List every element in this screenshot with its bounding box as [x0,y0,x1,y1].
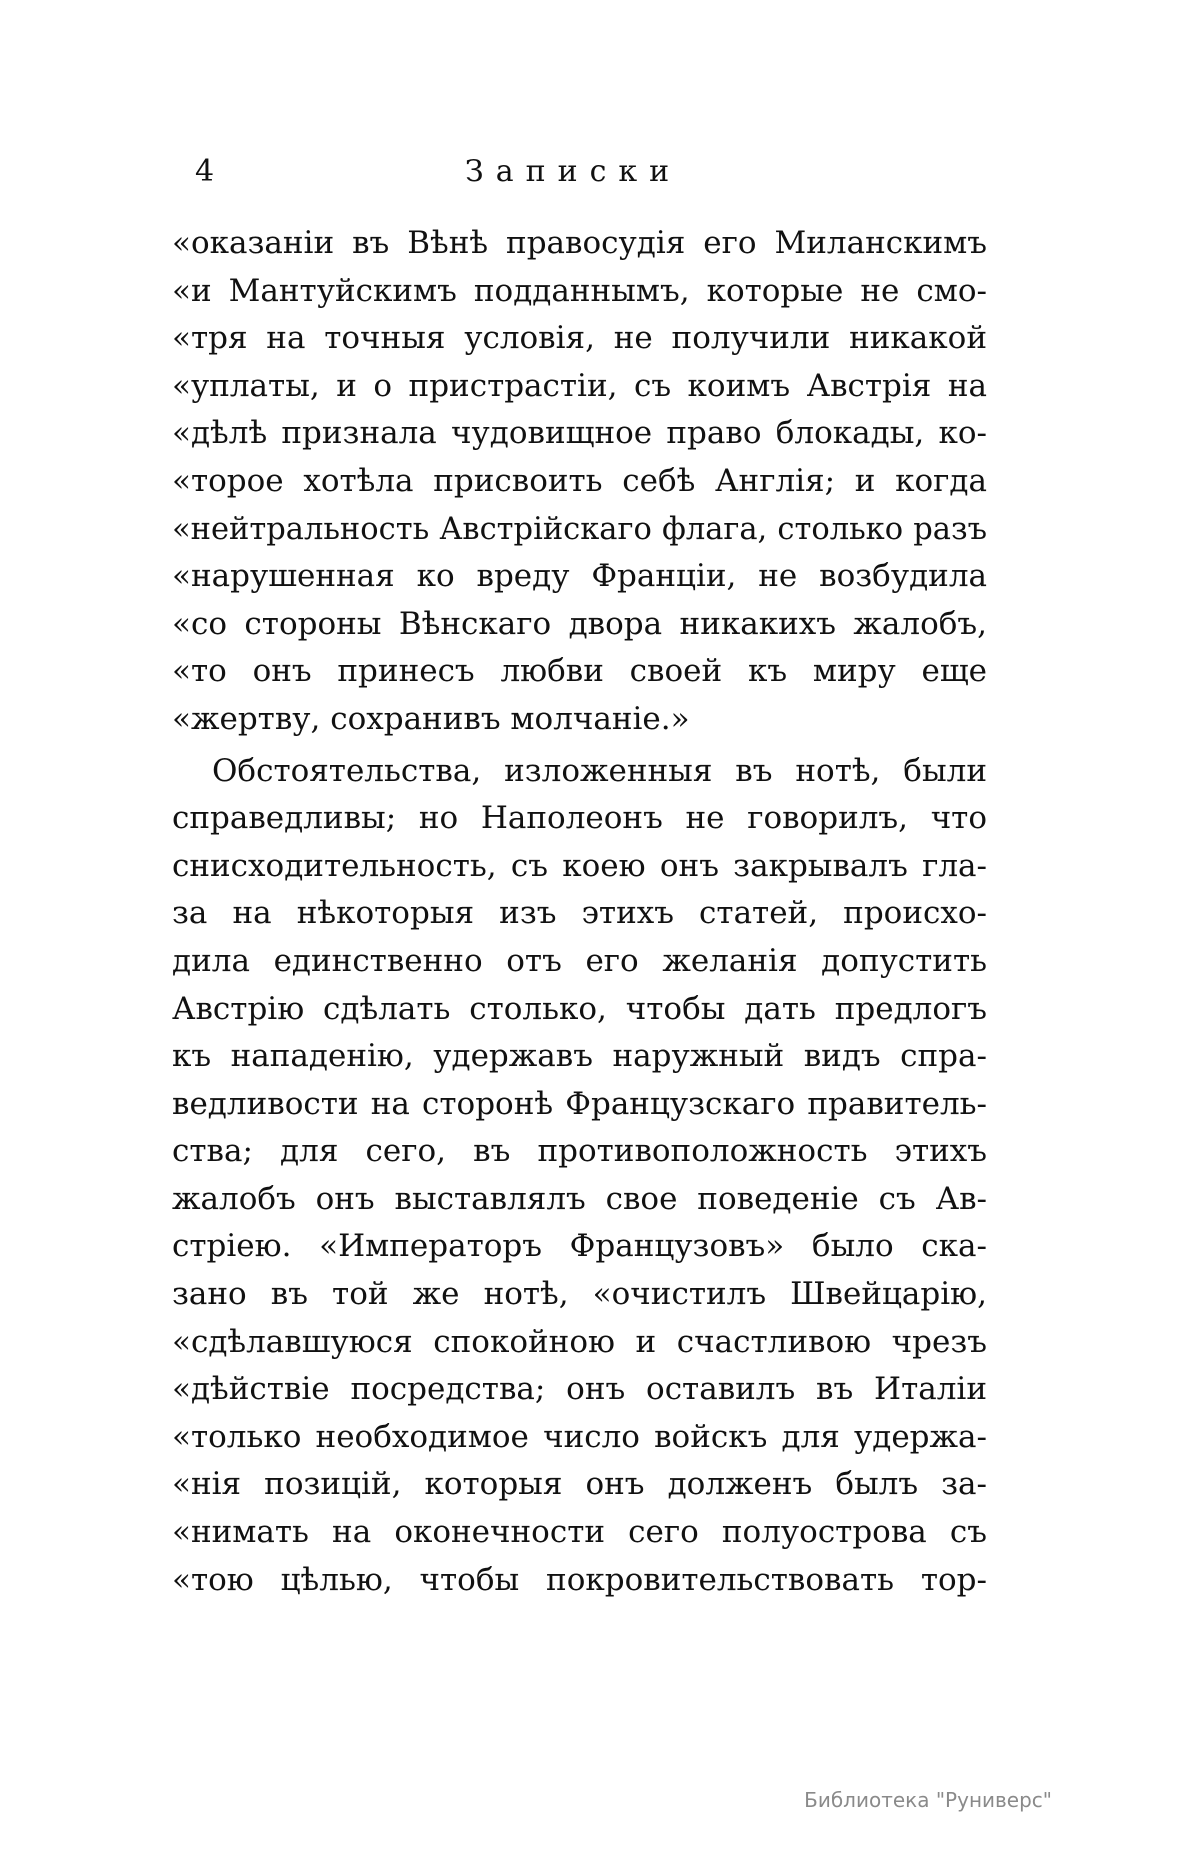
text-line: жалобъ онъ выставлялъ свое поведеніе съ Ав- [172,1180,987,1217]
text-line: «нарушенная ко вреду Франціи, не возбудила [172,558,987,595]
text-line: Австрію сдѣлать столько, чтобы дать предлогъ [172,990,987,1027]
text-line: ства; для сего, въ противоположность этихъ [172,1133,987,1170]
text-line: «только необходимое число войскъ для удержа- [172,1418,987,1455]
text-line: къ нападенію, удержавъ наружный видъ спра- [172,1038,987,1075]
paragraph-quote-continuation [172,220,987,744]
text-line: «дѣйствіе посредства; онъ оставилъ въ Италіи [172,1371,987,1408]
text-line: «и Мантуйскимъ подданнымъ, которые не смо- [172,272,987,309]
text-line: за на нѣкоторыя изъ этихъ статей, происхо- [172,895,987,932]
text-line: «нимать на оконечности сего полуострова съ [172,1514,987,1551]
text-line: снисходительность, съ коею онъ закрывалъ гла- [172,847,987,884]
page-number: 4 [195,154,215,189]
text-line: «нія позицій, которыя онъ долженъ былъ за- [172,1466,987,1503]
text-line: «уплаты, и о пристрастіи, съ коимъ Австрія на [172,367,987,404]
text-line: Обстоятельства, изложенныя въ нотѣ, были [212,752,987,789]
text-line: ведливости на сторонѣ Французскаго правитель- [172,1085,987,1122]
paragraph-main [172,748,987,1605]
body-text [172,220,987,1604]
running-title: Записки [465,154,682,189]
text-line: зано въ той же нотѣ, «очистилъ Швейцарію, [172,1276,987,1313]
library-watermark: Библиотека "Руниверс" [804,1788,1052,1812]
text-line: «дѣлѣ признала чудовищное право блокады, ко- [172,415,987,452]
text-line: справедливы; но Наполеонъ не говорилъ, что [172,800,987,837]
text-line: «сдѣлавшуюся спокойною и счастливою чрезъ [172,1323,987,1360]
text-line: «нейтральность Австрійскаго флага, столько разъ [172,511,987,547]
running-head [195,152,1025,202]
text-line: «со стороны Вѣнскаго двора никакихъ жалобъ, [172,605,987,642]
text-line: стріею. «Императоръ Французовъ» было ска- [172,1228,987,1265]
text-line: «оказаніи въ Вѣнѣ правосудія его Миланскимъ [172,225,987,261]
text-line: «торое хотѣла присвоить себѣ Англія; и когда [172,462,987,499]
text-line: дила единственно отъ его желанія допустить [172,942,987,979]
text-line: «то онъ принесъ любви своей къ миру еще [172,653,987,690]
text-line: «тою цѣлью, чтобы покровительствовать тор- [172,1561,987,1598]
text-line: «тря на точныя условія, не получили никакой [172,320,987,357]
text-line: «жертву, сохранивъ молчаніе.» [172,700,690,737]
